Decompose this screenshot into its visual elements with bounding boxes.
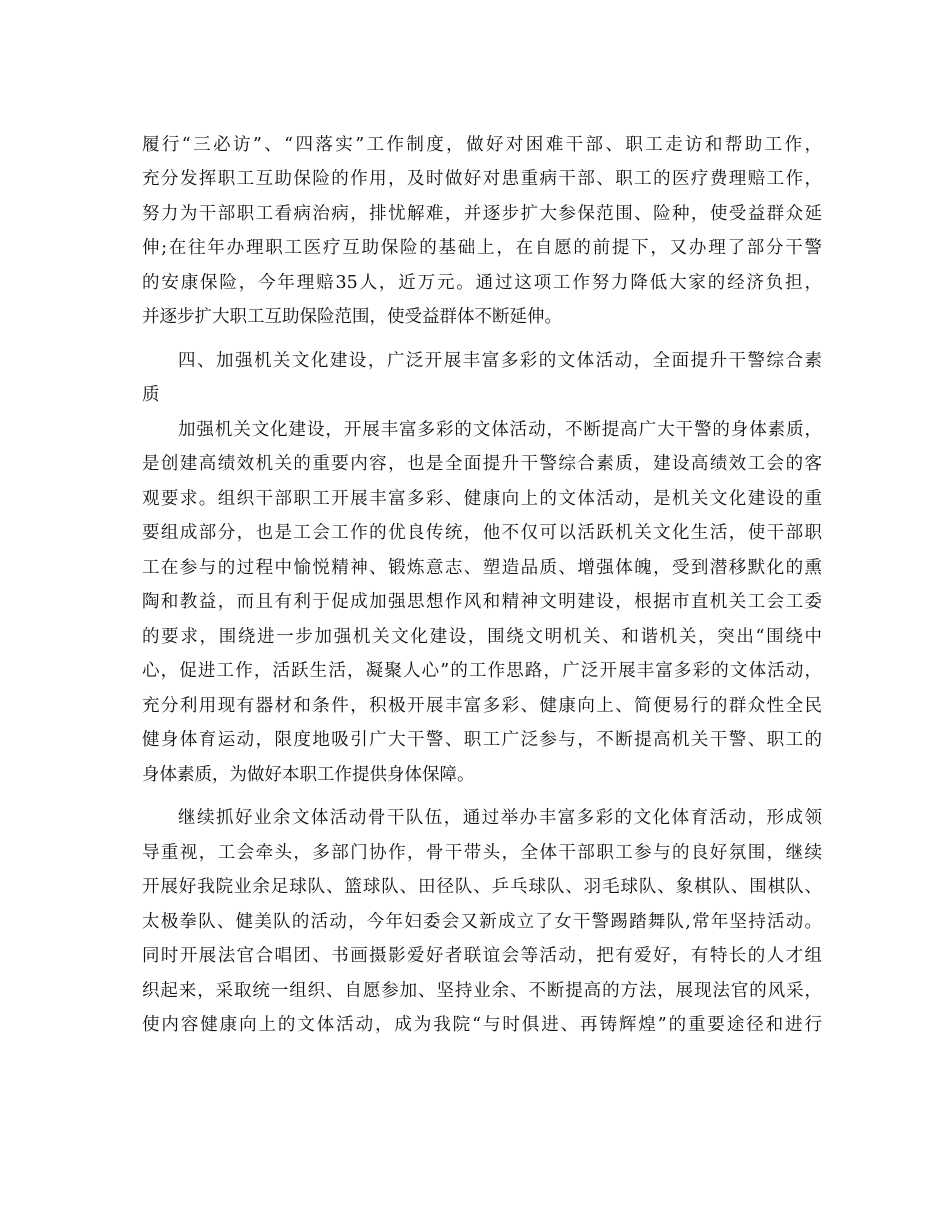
text-line: 伸;在往年办理职工医疗互助保险的基础上，在自愿的前提下，又办理了部分干警	[142, 238, 822, 258]
section-heading-continuation: 质	[142, 385, 160, 405]
text-line: 是创建高绩效机关的重要内容，也是全面提升干警综合素质，建设高绩效工会的客	[142, 454, 822, 474]
text-line: 的要求，围绕进一步加强机关文化建设，围绕文明机关、和谐机关，突出“围绕中	[142, 627, 822, 647]
text-line: 充分发挥职工互助保险的作用，及时做好对患重病干部、职工的医疗费理赔工作，	[142, 169, 822, 189]
text-line: 健身体育运动，限度地吸引广大干警、职工广泛参与，不断提高机关干警、职工的	[142, 730, 822, 750]
text-line: 加强机关文化建设，开展丰富多彩的文体活动，不断提高广大干警的身体素质，	[178, 420, 822, 440]
text-line: 的安康保险，今年理赔35人，近万元。通过这项工作努力降低大家的经济负担，	[142, 273, 822, 293]
text-line: 观要求。组织干部职工开展丰富多彩、健康向上的文体活动，是机关文化建设的重	[142, 489, 822, 509]
text-line: 工在参与的过程中愉悦精神、锻炼意志、塑造品质、增强体魄，受到潜移默化的熏	[142, 558, 822, 578]
text-line: 要组成部分，也是工会工作的优良传统，他不仅可以活跃机关文化生活，使干部职	[142, 523, 822, 543]
text-line: 身体素质，为做好本职工作提供身体保障。	[142, 765, 475, 785]
text-line: 太极拳队、健美队的活动，今年妇委会又新成立了女干警踢踏舞队,常年坚持活动。	[142, 912, 822, 932]
text-line: 使内容健康向上的文体活动，成为我院“与时俱进、再铸辉煌”的重要途径和进行	[142, 1015, 822, 1035]
text-line: 织起来，采取统一组织、自愿参加、坚持业余、不断提高的方法，展现法官的风采，	[142, 981, 822, 1001]
text-line: 履行“三必访”、“四落实”工作制度，做好对困难干部、职工走访和帮助工作，	[142, 135, 822, 155]
text-line: 努力为干部职工看病治病，排忧解难，并逐步扩大参保范围、险种，使受益群众延	[142, 204, 822, 224]
text-line: 充分利用现有器材和条件，积极开展丰富多彩、健康向上、简便易行的群众性全民	[142, 696, 822, 716]
text-line: 同时开展法官合唱团、书画摄影爱好者联谊会等活动，把有爱好，有特长的人才组	[142, 946, 822, 966]
section-heading: 四、加强机关文化建设，广泛开展丰富多彩的文体活动，全面提升干警综合素	[178, 351, 822, 371]
text-line: 开展好我院业余足球队、篮球队、田径队、乒乓球队、羽毛球队、象棋队、围棋队、	[142, 877, 822, 897]
text-line: 陶和教益，而且有利于促成加强思想作风和精神文明建设，根据市直机关工会工委	[142, 592, 822, 612]
text-line: 并逐步扩大职工互助保险范围，使受益群体不断延伸。	[142, 307, 562, 327]
text-line: 继续抓好业余文体活动骨干队伍，通过举办丰富多彩的文化体育活动，形成领	[178, 808, 822, 828]
text-line: 心，促进工作，活跃生活，凝聚人心”的工作思路，广泛开展丰富多彩的文体活动，	[142, 661, 822, 681]
text-line: 导重视，工会牵头，多部门协作，骨干带头，全体干部职工参与的良好氛围，继续	[142, 843, 822, 863]
